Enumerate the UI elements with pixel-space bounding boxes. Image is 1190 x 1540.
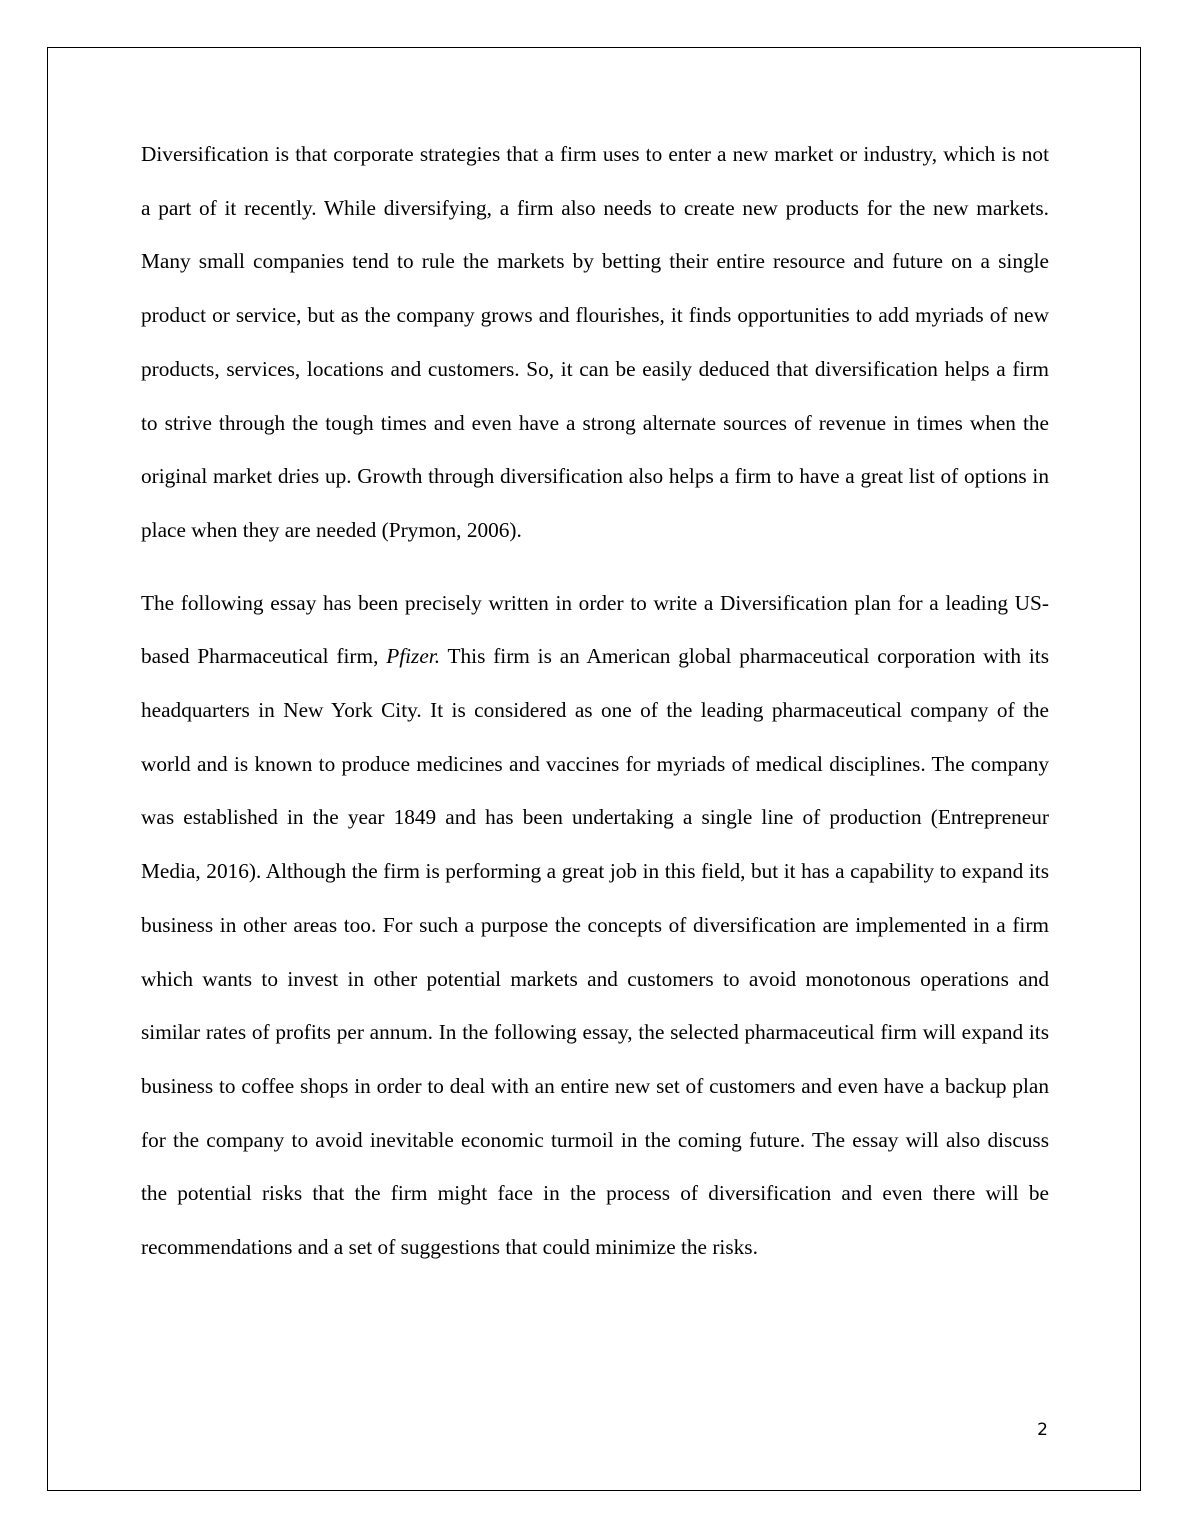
document-page [47,47,1141,1491]
paragraph-text: This firm is an American global pharmaceutical corporation with its headquarters in New York City. It is considered as one of the leading pharmaceutical company of the world and is known to produce medicines and vaccines for myriads of medical disciplines. The company was established in the year 1849 and has been undertaking a single line of production (Entrepreneur Media, 2016). Although the firm is performing a great job in this field, but it has a capability to expand its business in other areas too. For such a purpose the concepts of diversification are implemented in a firm which wants to invest in other potential markets and customers to avoid monotonous operations and similar rates of profits per annum. In the following essay, the selected pharmaceutical firm will expand its business to coffee shops in order to deal with an entire new set of customers and even have a backup plan for the company to avoid inevitable economic turmoil in the coming future. The essay will also discuss the potential risks that the firm might face in the process of diversification and even there will be recommendations and a set of suggestions that could minimize the risks. [141,644,1049,1260]
page-number: 2 [1037,1420,1048,1440]
company-name-italic: Pfizer. [386,644,441,669]
paragraph-text: The following essay has been precisely written in order to write a Diversification plan for a leading US-based Pharmaceutical firm, [141,590,1049,669]
document-body [141,128,1049,1275]
paragraph-intro [141,128,1049,558]
paragraph-essay-overview [141,577,1049,1275]
paragraph-text: Diversification is that corporate strategies that a firm uses to enter a new market or industry, which is not a part of it recently. While diversifying, a firm also needs to create new products for the new markets. Many small companies tend to rule the markets by betting their entire resource and future on a single product or service, but as the company grows and flourishes, it finds opportunities to add myriads of new products, services, locations and customers. So, it can be easily deduced that diversification helps a firm to strive through the tough times and even have a strong alternate sources of revenue in times when the original market dries up. Growth through diversification also helps a firm to have a great list of options in place when they are needed (Prymon, 2006). [141,142,1049,542]
